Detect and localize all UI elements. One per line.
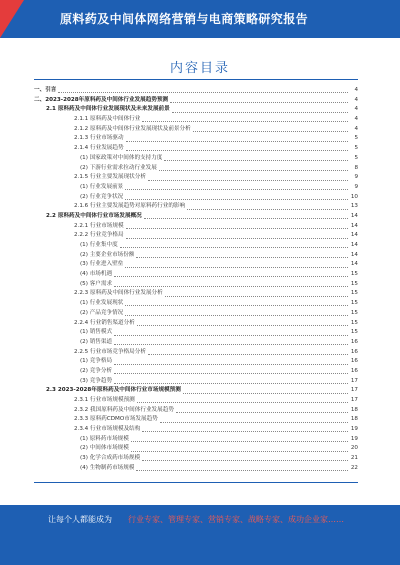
toc-entry-page: 13 — [350, 203, 358, 210]
toc-entry-label: (1) 销售模式 — [80, 329, 113, 336]
toc-entry-label: 二、2023-2028年原料药及中间体行业发展趋势预测 — [34, 96, 169, 103]
toc-entry-page: 5 — [354, 154, 358, 161]
toc-entry[interactable] — [34, 299, 358, 309]
toc-leader-dots — [165, 296, 348, 297]
toc-entry[interactable] — [34, 328, 358, 338]
toc-leader-dots — [120, 247, 348, 248]
footer-slogan: 让每个人都能成为 — [48, 515, 112, 524]
toc-leader-dots — [126, 141, 348, 142]
toc-entry[interactable] — [34, 202, 358, 212]
toc-entry-label: (2) 销售渠道 — [80, 338, 113, 345]
toc-entry-label: (1) 行业发展前景 — [80, 183, 124, 190]
toc-entry-label: (2) 产品竞争情况 — [80, 309, 124, 316]
toc-leader-dots — [131, 451, 348, 452]
toc-entry[interactable] — [34, 270, 358, 280]
toc-entry[interactable] — [34, 144, 358, 154]
toc-entry-label: (5) 客户需求 — [80, 280, 113, 287]
toc-entry-page: 17 — [350, 397, 358, 403]
toc-entry[interactable] — [34, 386, 358, 396]
toc-entry-page: 14 — [350, 242, 358, 248]
toc-leader-dots — [172, 112, 348, 113]
toc-entry[interactable] — [34, 125, 358, 135]
toc-entry-page: 15 — [350, 319, 358, 326]
toc-leader-dots — [114, 373, 348, 374]
toc-entry-label: 2.3.4 行业市场规模及结构 — [74, 426, 141, 433]
toc-entry-label: 2.3.3 原料药CDMO市场发展趋势 — [74, 416, 158, 423]
toc-leader-dots — [164, 160, 348, 161]
toc-entry-page: 15 — [350, 329, 358, 336]
toc-leader-dots — [170, 102, 348, 103]
toc-entry[interactable] — [34, 260, 358, 270]
toc-entry[interactable] — [34, 289, 358, 299]
toc-leader-dots — [114, 286, 348, 287]
toc-entry-label: 2.3.1 行业市场规模预测 — [74, 397, 135, 403]
toc-entry[interactable] — [34, 212, 358, 222]
toc-entry[interactable] — [34, 425, 358, 435]
toc-entry-page: 20 — [350, 445, 358, 452]
toc-entry-label: 2.1.3 行业市场驱动 — [74, 135, 124, 142]
toc-entry-label: 2.3.2 我国原料药及中间体行业发展趋势 — [74, 406, 174, 413]
toc-entry-page: 4 — [354, 106, 358, 113]
toc-entry-page: 14 — [350, 251, 358, 258]
toc-entry-page: 17 — [350, 377, 358, 384]
toc-leader-dots — [114, 383, 348, 384]
toc-leader-dots — [148, 354, 348, 355]
toc-leader-dots — [136, 257, 348, 258]
toc-entry[interactable] — [34, 183, 358, 193]
toc-entry[interactable] — [34, 454, 358, 464]
toc-entry-label: 2.1.6 行业主要发展趋势对原料药行业的影响 — [74, 203, 186, 210]
toc-entry[interactable] — [34, 309, 358, 319]
toc-entry-label: 2.2 原料药及中间体行业市场发展概况 — [46, 212, 142, 219]
toc-entry[interactable] — [34, 357, 358, 367]
toc-entry-page: 15 — [350, 290, 358, 297]
toc-entry-page: 8 — [354, 164, 358, 171]
toc-entry[interactable] — [34, 222, 358, 232]
toc-entry-label: (4) 生物制药市场规模 — [80, 464, 135, 471]
toc-entry-label: (2) 竞争分析 — [80, 367, 113, 374]
toc-entry-label: (3) 竞争趋势 — [80, 377, 113, 384]
toc-leader-dots — [137, 402, 348, 403]
toc-leader-dots — [125, 267, 348, 268]
toc-leader-dots — [144, 218, 348, 219]
toc-entry-page: 21 — [350, 455, 358, 462]
toc-heading: 内容目录 — [169, 61, 230, 76]
toc-entry[interactable] — [34, 319, 358, 329]
toc-entry-label: 2.1.4 行业发展趋势 — [74, 145, 124, 152]
toc-entry-page: 4 — [354, 96, 358, 103]
toc-entry-page: 14 — [350, 212, 358, 219]
toc-entry[interactable] — [34, 251, 358, 261]
toc-entry[interactable] — [34, 338, 358, 348]
toc-entry-label: 2.2.4 行业销售渠道分析 — [74, 319, 135, 326]
toc-entry-label: (2) 主要企业市场份额 — [80, 251, 135, 258]
toc-entry[interactable] — [34, 396, 358, 406]
toc-entry[interactable] — [34, 164, 358, 174]
toc-entry-page: 5 — [354, 145, 358, 152]
toc-bottom-rule — [34, 482, 358, 483]
toc-entry-label: 2.2.2 行业竞争格局 — [74, 232, 124, 239]
toc-leader-dots — [114, 364, 348, 365]
toc-top-rule — [34, 79, 358, 80]
toc-entry[interactable] — [34, 435, 358, 445]
toc-leader-dots — [142, 121, 348, 122]
toc-entry-page: 9 — [354, 183, 358, 190]
toc-entry[interactable] — [34, 105, 358, 115]
toc-leader-dots — [125, 315, 348, 316]
toc-leader-dots — [114, 344, 348, 345]
toc-entry-label: 2.1.5 行业主要发展现状分析 — [74, 174, 146, 181]
toc-leader-dots — [142, 460, 348, 461]
toc-leader-dots — [137, 325, 348, 326]
toc-entry-page: 15 — [350, 300, 358, 307]
toc-entry-label: (3) 化学合成药市场规模 — [80, 455, 141, 462]
toc-entry[interactable] — [34, 241, 358, 251]
toc-entry-page: 18 — [350, 406, 358, 413]
toc-entry-label: (1) 行业集中度 — [80, 242, 118, 248]
toc-entry-page: 4 — [354, 116, 358, 123]
toc-entry-label: (1) 原料药市场规模 — [80, 435, 129, 442]
toc-leader-dots — [126, 238, 348, 239]
toc-leader-dots — [148, 180, 348, 181]
toc-entry-page: 18 — [350, 416, 358, 423]
toc-leader-dots — [193, 131, 348, 132]
toc-leader-dots — [131, 441, 348, 442]
footer-tagline: 行业专家、管理专家、营销专家、战略专家、成功企业家…… — [128, 515, 344, 524]
toc-leader-dots — [125, 199, 348, 200]
toc-entry[interactable] — [34, 367, 358, 377]
toc-entry-page: 16 — [350, 367, 358, 374]
table-of-contents — [34, 86, 358, 474]
toc-leader-dots — [187, 209, 348, 210]
toc-entry-label: (2) 中间体市场规模 — [80, 445, 129, 452]
toc-entry-page: 16 — [350, 348, 358, 355]
toc-entry[interactable] — [34, 115, 358, 125]
toc-leader-dots — [125, 189, 348, 190]
toc-entry-page: 19 — [350, 426, 358, 433]
toc-entry-page: 16 — [350, 358, 358, 365]
toc-entry-page: 9 — [354, 174, 358, 181]
toc-entry[interactable] — [34, 231, 358, 241]
toc-leader-dots — [176, 412, 348, 413]
toc-entry[interactable] — [34, 193, 358, 203]
toc-entry-page: 22 — [350, 464, 358, 471]
toc-entry[interactable] — [34, 96, 358, 106]
toc-entry-label: (3) 行业进入壁垒 — [80, 261, 124, 268]
report-header — [0, 0, 400, 38]
toc-leader-dots — [183, 393, 348, 394]
toc-leader-dots — [114, 335, 348, 336]
toc-entry-label: 2.2.3 原料药及中间体行业发展分析 — [74, 290, 163, 297]
toc-entry-page: 15 — [350, 271, 358, 278]
toc-entry-label: (1) 竞争格局 — [80, 358, 113, 365]
toc-entry-label: (1) 行业发展现状 — [80, 300, 124, 307]
toc-entry-label: 2.1.1 原料药及中间体行业 — [74, 116, 141, 123]
toc-entry-label: 一、引言 — [34, 87, 57, 93]
toc-entry-page: 14 — [350, 261, 358, 268]
toc-entry-page: 10 — [350, 193, 358, 200]
toc-leader-dots — [114, 276, 348, 277]
toc-entry[interactable] — [34, 348, 358, 358]
toc-entry[interactable] — [34, 280, 358, 290]
toc-entry-label: (1) 国家政策对中间体的支持力度 — [80, 154, 163, 161]
toc-entry[interactable] — [34, 415, 358, 425]
toc-entry-label: (4) 市场机遇 — [80, 271, 113, 278]
toc-leader-dots — [142, 431, 348, 432]
report-title: 原料药及中间体网络营销与电商策略研究报告 — [60, 12, 309, 26]
toc-entry-page: 19 — [350, 435, 358, 442]
toc-entry-label: 2.2.5 行业市场竞争格局分析 — [74, 348, 146, 355]
toc-leader-dots — [126, 150, 348, 151]
toc-entry-label: (2) 下游行业需求拉动行业发展 — [80, 164, 157, 171]
toc-entry-label: 2.1 原料药及中间体行业发展现状及未来发展前景 — [46, 106, 170, 113]
toc-entry-page: 14 — [350, 232, 358, 239]
toc-leader-dots — [136, 470, 348, 471]
toc-leader-dots — [160, 422, 348, 423]
toc-entry-page: 17 — [350, 387, 358, 394]
toc-leader-dots — [58, 92, 348, 93]
toc-entry-page: 5 — [354, 135, 358, 142]
header-accent-shape — [0, 0, 24, 38]
toc-entry[interactable] — [34, 134, 358, 144]
toc-entry[interactable] — [34, 406, 358, 416]
toc-entry-page: 15 — [350, 280, 358, 287]
toc-entry[interactable] — [34, 464, 358, 474]
toc-entry[interactable] — [34, 86, 358, 96]
toc-entry-label: (2) 行业竞争状况 — [80, 193, 124, 200]
toc-entry[interactable] — [34, 154, 358, 164]
toc-leader-dots — [159, 170, 348, 171]
toc-entry[interactable] — [34, 173, 358, 183]
toc-entry-label: 2.3 2023-2028年原料药及中间体行业市场规模预测 — [46, 387, 181, 394]
toc-entry[interactable] — [34, 444, 358, 454]
toc-entry-page: 4 — [354, 87, 358, 93]
toc-leader-dots — [126, 228, 348, 229]
toc-entry-page: 4 — [354, 125, 358, 132]
page-footer — [0, 505, 400, 565]
toc-entry-page: 16 — [350, 338, 358, 345]
toc-entry-page: 15 — [350, 309, 358, 316]
toc-entry-label: 2.2.1 行业市场规模 — [74, 222, 124, 229]
toc-entry-label: 2.1.2 原料药及中间体行业发展现状及前景分析 — [74, 125, 191, 132]
toc-leader-dots — [125, 305, 348, 306]
toc-entry-page: 14 — [350, 222, 358, 229]
toc-entry[interactable] — [34, 377, 358, 387]
